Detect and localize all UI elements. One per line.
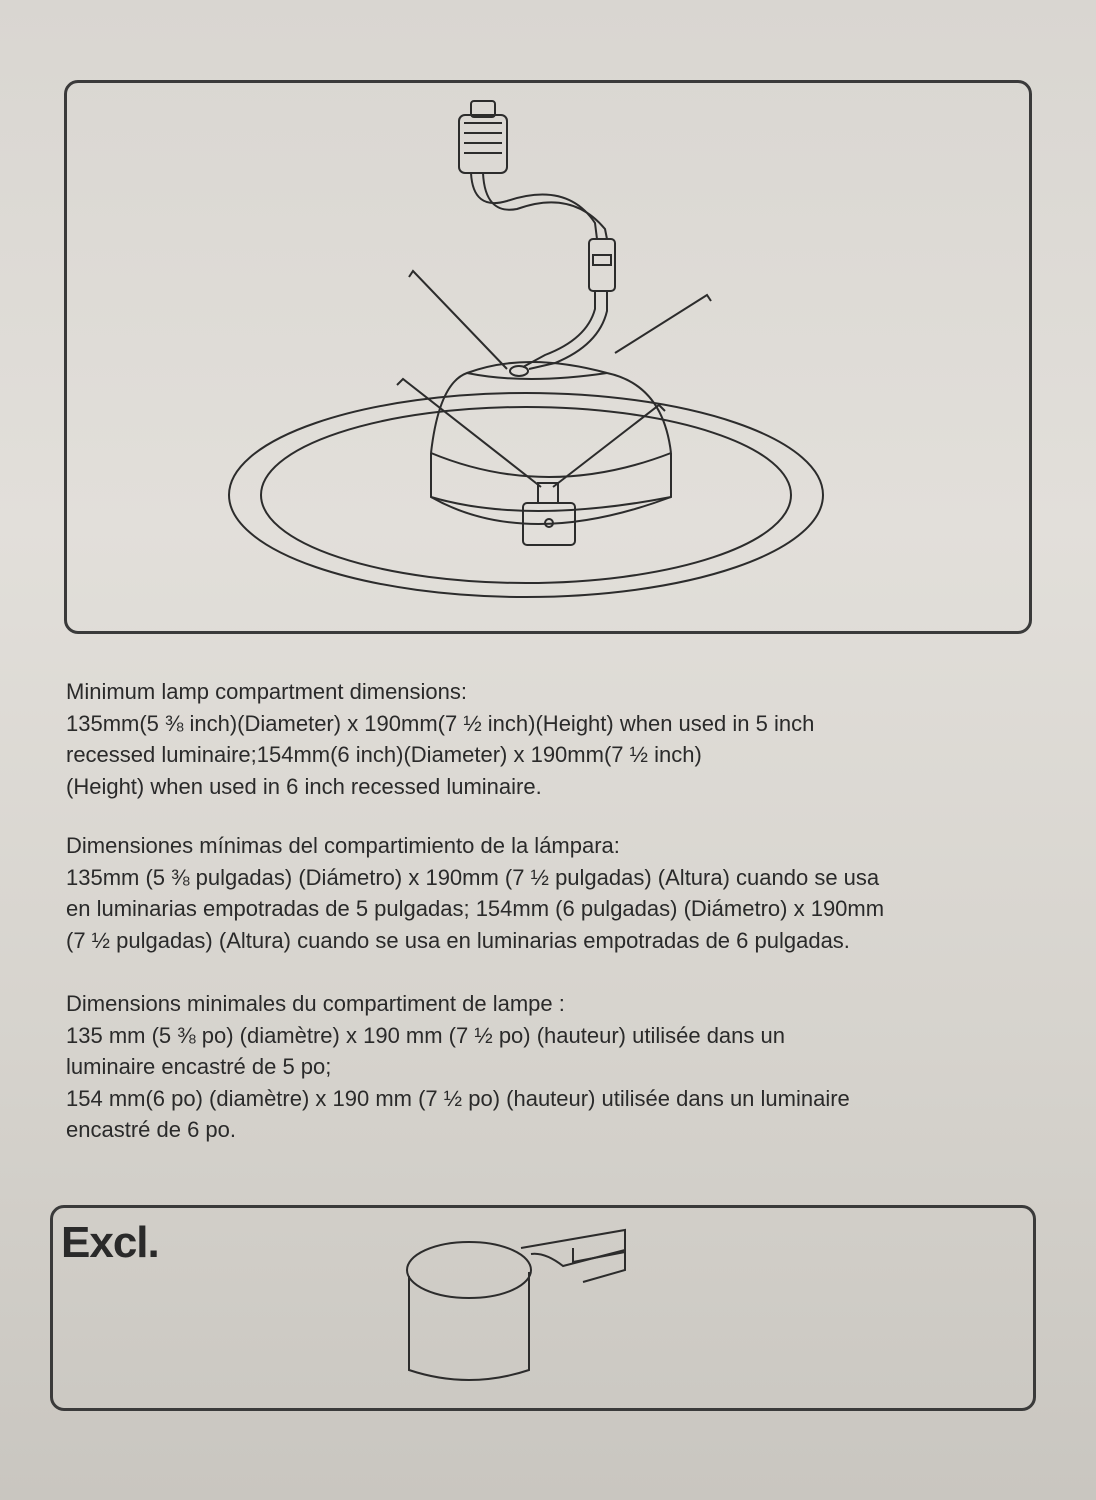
spanish-line: 135mm (5 ⅜ pulgadas) (Diámetro) x 190mm (7 ½ pulgadas) (Altura) cuando se usa bbox=[66, 864, 880, 890]
installation-diagram-frame bbox=[64, 80, 1032, 634]
english-line: 135mm(5 ⅜ inch)(Diameter) x 190mm(7 ½ inch)(Height) when used in 5 inch bbox=[66, 710, 815, 736]
english-line: (Height) when used in 6 inch recessed luminaire. bbox=[66, 773, 542, 799]
spanish-line: (7 ½ pulgadas) (Altura) cuando se usa en luminarias empotradas de 6 pulgadas. bbox=[66, 927, 850, 953]
spanish-line: en luminarias empotradas de 5 pulgadas; 154mm (6 pulgadas) (Diámetro) x 190mm bbox=[66, 896, 885, 921]
socket-wires bbox=[471, 173, 597, 239]
excluded-housing-frame bbox=[50, 1205, 1036, 1411]
cable-grommet bbox=[510, 366, 528, 376]
torsion-spring-left-upper bbox=[409, 271, 507, 369]
spanish-line: Dimensiones mínimas del compartimiento de la lámpara: bbox=[66, 833, 620, 858]
french-dimensions-text bbox=[66, 988, 1086, 1146]
french-line: luminaire encastré de 5 po; bbox=[66, 1054, 332, 1079]
excl-label: Excl. bbox=[61, 1218, 159, 1267]
english-dimensions-text bbox=[66, 676, 1086, 802]
excluded-housing-diagram bbox=[53, 1208, 1033, 1408]
spanish-dimensions-text bbox=[66, 830, 1086, 956]
trim-inner-ring bbox=[261, 407, 791, 583]
trim-outer-ring bbox=[229, 393, 823, 597]
housing-lower bbox=[431, 453, 671, 524]
downlight-installation-diagram bbox=[67, 83, 1029, 631]
english-line: Minimum lamp compartment dimensions: bbox=[66, 679, 468, 704]
french-line: 154 mm(6 po) (diamètre) x 190 mm (7 ½ po) (hauteur) utilisée dans un luminaire bbox=[66, 1085, 850, 1111]
housing-cylinder-top bbox=[407, 1242, 531, 1298]
english-line: recessed luminaire;154mm(6 inch)(Diameter) x 190mm(7 ½ inch) bbox=[66, 742, 702, 767]
french-line: Dimensions minimales du compartiment de lampe : bbox=[66, 991, 565, 1016]
french-line: encastré de 6 po. bbox=[66, 1117, 237, 1142]
torsion-spring-right-upper bbox=[615, 295, 711, 353]
french-line: 135 mm (5 ⅜ po) (diamètre) x 190 mm (7 ½ po) (hauteur) utilisée dans un bbox=[66, 1022, 785, 1048]
housing-cylinder-body bbox=[409, 1272, 529, 1380]
